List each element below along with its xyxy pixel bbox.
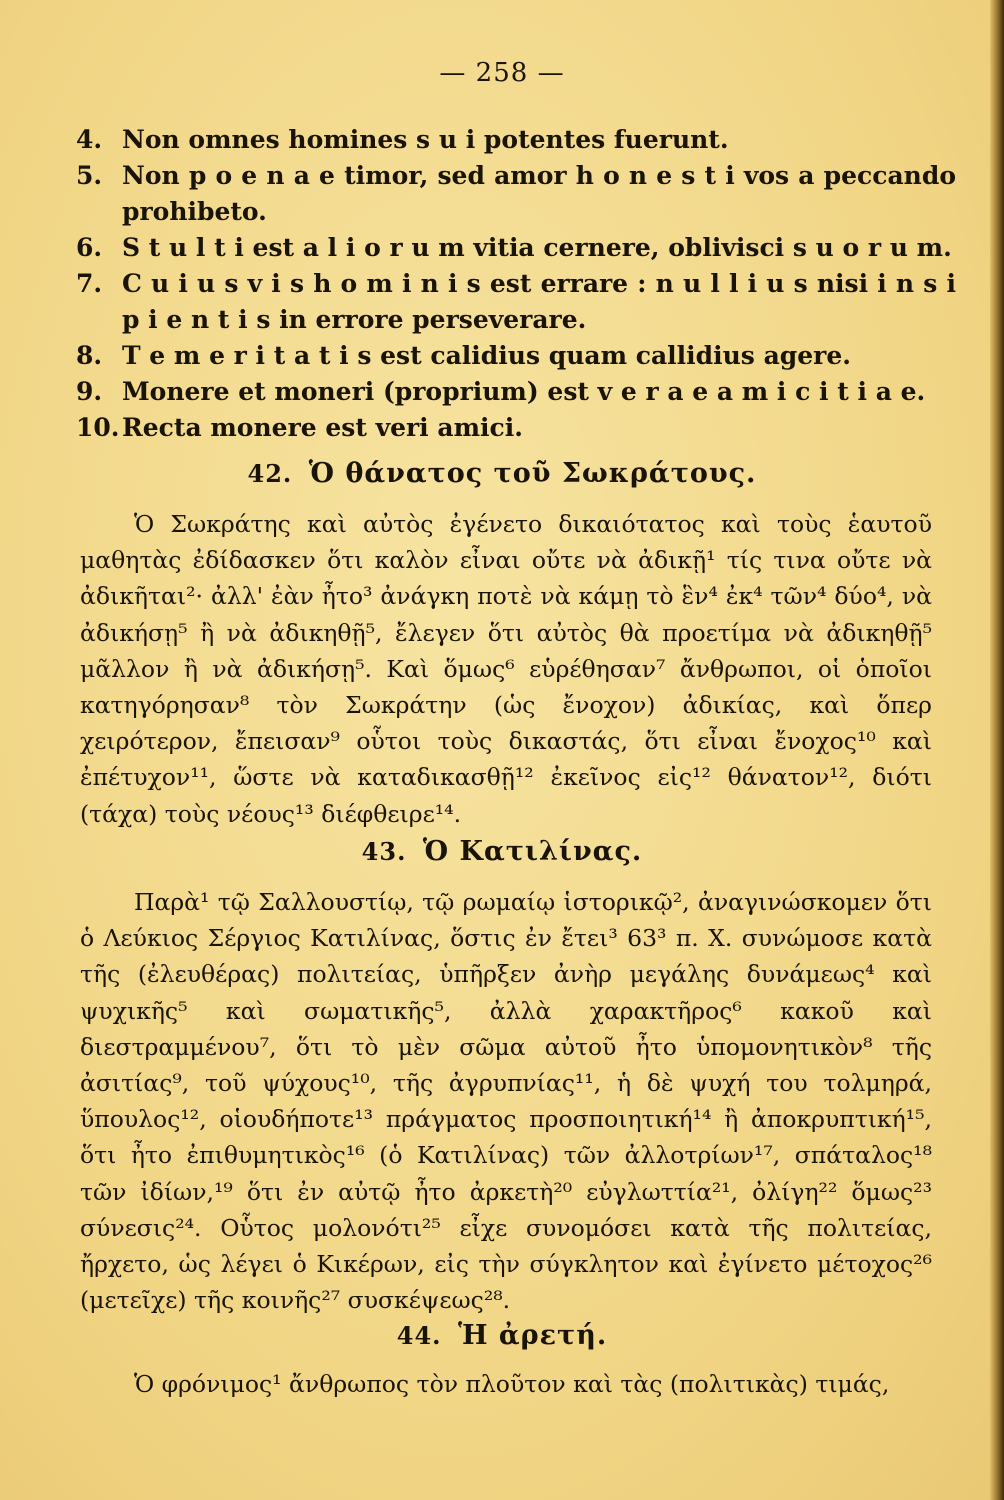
- sentence-number: 5.: [76, 161, 103, 190]
- list-item: [76, 230, 956, 266]
- paragraph: Ὁ φρόνιμος¹ ἄνθρωπος τὸν πλοῦτον καὶ τὰς (πολιτικὰς) τιμάς,: [134, 1370, 890, 1398]
- section-42-heading: [0, 458, 1004, 489]
- page-edge-shadow: [990, 0, 1004, 1500]
- sentence-number: 9.: [76, 377, 103, 406]
- sentence-text: T e m e r i t a t i s est calidius quam callidius agere.: [122, 341, 851, 370]
- page-number: — 258 —: [439, 58, 565, 88]
- sentence-text: Recta monere est veri amici.: [122, 413, 523, 442]
- sentence-text: S t u l t i est a l i o r u m vitia cernere, oblivisci s u o r u m.: [122, 233, 952, 262]
- section-number: 43.: [361, 837, 407, 866]
- section-number: 42.: [247, 459, 293, 488]
- section-43-body: [80, 884, 932, 1318]
- list-item: [76, 122, 956, 158]
- section-44-heading: [0, 1320, 1004, 1351]
- sentence-number: 7.: [76, 269, 103, 298]
- section-44-body: [80, 1366, 932, 1402]
- paragraph: Παρὰ¹ τῷ Σαλλουστίῳ, τῷ ρωμαίῳ ἱστορικῷ², ἀναγινώσκομεν ὅτι ὁ Λεύκιος Σέργιος Κατιλίνας, ὅστις ἐν ἔτει³ 63³ π. Χ. συνώμοσε κατὰ τῆς (ἐλευθέρας) πολιτείας, ὑπῆρξεν ἀνὴρ μεγάλης δυνάμεως⁴ καὶ ψυχικῆς⁵ καὶ σωματικῆς⁵, ἀλλὰ χαρακτῆρος⁶ κακοῦ καὶ διεστραμμένου⁷, ὅτι τὸ μὲν σῶμα αὐτοῦ ἦτο ὑπομονητικὸν⁸ τῆς ἀσιτίας⁹, τοῦ ψύχους¹⁰, τῆς ἀγρυπνίας¹¹, ἡ δὲ ψυχή του τολμηρά, ὕπουλος¹², οἱουδήποτε¹³ πράγματος προσποιητική¹⁴ ἢ ἀποκρυπτική¹⁵, ὅτι ἦτο ἐπιθυμητικὸς¹⁶ (ὁ Κατιλίνας) τῶν ἀλλοτρίων¹⁷, σπάταλος¹⁸ τῶν ἰδίων,¹⁹ ὅτι ἐν αὐτῷ ἦτο ἀρκετὴ²⁰ εὐγλωττία²¹, ὀλίγη²² ὅμως²³ σύνεσις²⁴. Οὗτος μολονότι²⁵ εἶχε συνομόσει κατὰ τῆς πολιτείας, ἤρχετο, ὡς λέγει ὁ Κικέρων, εἰς τὴν σύγκλητον καὶ ἐγίνετο μέτοχος²⁶ (μετεῖχε) τῆς κοινῆς²⁷ συσκέψεως²⁸.: [80, 888, 932, 1315]
- list-item: [76, 266, 956, 338]
- sentence-text: Monere et moneri (proprium) est v e r a e a m i c i t i a e.: [122, 377, 926, 406]
- paragraph: Ὁ Σωκράτης καὶ αὐτὸς ἐγένετο δικαιότατος καὶ τοὺς ἑαυτοῦ μαθητὰς ἐδίδασκεν ὅτι καλὸν εἶναι οὔτε νὰ ἀδικῇ¹ τίς τινα οὔτε νὰ ἀδικῆται²· ἀλλ' ἐὰν ἦτο³ ἀνάγκη ποτὲ νὰ κάμῃ τὸ ἓν⁴ ἐκ⁴ τῶν⁴ δύο⁴, νὰ ἀδικήσῃ⁵ ἢ νὰ ἀδικηθῇ⁵, ἔλεγεν ὅτι αὐτὸς θὰ προετίμα νὰ ἀδικηθῇ⁵ μᾶλλον ἢ νὰ ἀδικήσῃ⁵. Καὶ ὅμως⁶ εὑρέθησαν⁷ ἄνθρωποι, οἱ ὁποῖοι κατηγόρησαν⁸ τὸν Σωκράτην (ὡς ἔνοχον) ἀδικίας, καὶ ὅπερ χειρότερον, ἔπεισαν⁹ οὗτοι τοὺς δικαστάς, ὅτι εἶναι ἔνοχος¹⁰ καὶ ἐπέτυχον¹¹, ὥστε νὰ καταδικασθῇ¹² ἐκεῖνος εἰς¹² θάνατον¹², διότι (τάχα) τοὺς νέους¹³ διέφθειρε¹⁴.: [80, 510, 932, 828]
- sentence-text: Non omnes homines s u i potentes fuerunt.: [122, 125, 729, 154]
- list-item: [76, 410, 956, 446]
- sentence-text: Non p o e n a e timor, sed amor h o n e s t i vos a peccando prohibeto.: [122, 161, 956, 226]
- section-43-heading: [0, 836, 1004, 867]
- list-item: [76, 338, 956, 374]
- sentence-number: 6.: [76, 233, 103, 262]
- sentence-number: 8.: [76, 341, 103, 370]
- list-item: [76, 374, 956, 410]
- list-item: [76, 158, 956, 230]
- sentence-text: C u i u s v i s h o m i n i s est errare : n u l l i u s nisi i n s i p i e n t i s in errore perseverare.: [122, 269, 956, 334]
- section-42-body: [80, 506, 932, 832]
- latin-sentences-list: [76, 122, 956, 446]
- section-number: 44.: [396, 1321, 442, 1350]
- section-title: Ἡ ἀρετή.: [457, 1320, 608, 1351]
- section-title: Ὁ Κατιλίνας.: [422, 836, 643, 867]
- sentence-number: 10.: [76, 413, 120, 442]
- section-title: Ὁ θάνατος τοῦ Σωκράτους.: [308, 458, 757, 489]
- sentence-number: 4.: [76, 125, 103, 154]
